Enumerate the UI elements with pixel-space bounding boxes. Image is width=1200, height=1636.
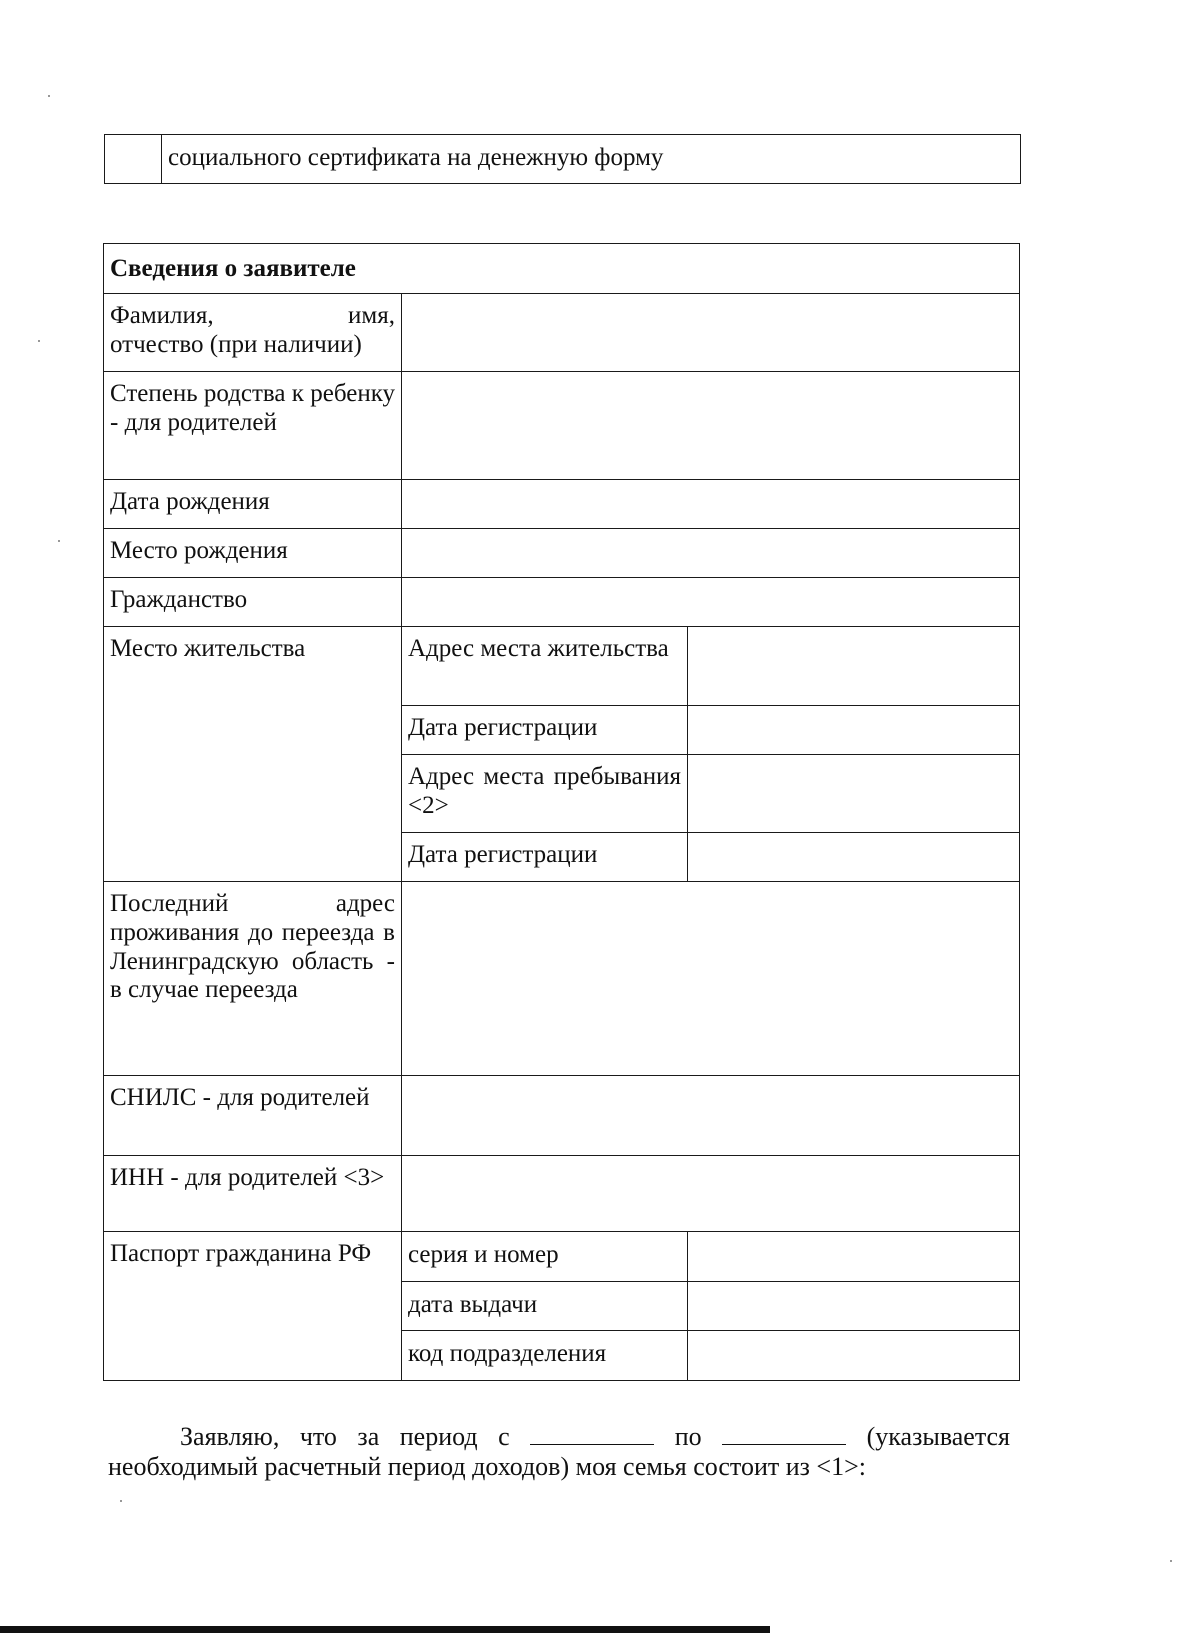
last-address-field[interactable]: [402, 882, 1020, 1076]
scan-speck: [58, 540, 60, 542]
snils-field[interactable]: [402, 1076, 1020, 1156]
full-name-label-line1: Фамилия, имя,: [110, 302, 395, 329]
birth-place-row: [104, 529, 1020, 578]
option-text-cell: [162, 135, 1021, 184]
full-name-label: [104, 294, 401, 366]
birth-date-row: [104, 480, 1020, 529]
snils-row: [104, 1076, 1020, 1156]
citizenship-field[interactable]: [402, 578, 1020, 627]
residence-reg-date-label: Дата регистрации: [408, 714, 598, 741]
full-name-field[interactable]: [402, 294, 1020, 372]
passport-issue-date-field[interactable]: [688, 1282, 1020, 1331]
passport-series-row: [104, 1232, 1020, 1282]
last-address-label: Последний адрес проживания до переезда в Ленинградскую область - в случае переезда: [110, 890, 395, 1004]
scan-bottom-edge: [0, 1626, 770, 1633]
statement-part1: Заявляю, что за период с: [180, 1422, 510, 1451]
relation-row: [104, 372, 1020, 480]
scan-speck: [48, 95, 50, 97]
relation-label: Степень родства к ребенку - для родителей: [110, 380, 395, 436]
last-address-row: [104, 882, 1020, 1076]
top-table: [104, 134, 1021, 184]
birth-date-field[interactable]: [402, 480, 1020, 529]
passport-label: Паспорт гражданина РФ: [110, 1240, 372, 1267]
applicant-table: [103, 243, 1020, 1381]
full-name-row: [104, 294, 1020, 372]
full-name-label-line2: отчество (при наличии): [110, 330, 362, 358]
statement-part3: (указывается: [866, 1422, 1011, 1451]
inn-field[interactable]: [402, 1156, 1020, 1232]
applicant-heading-row: [104, 244, 1020, 294]
passport-division-code-field[interactable]: [688, 1331, 1020, 1381]
residence-address-row: [104, 627, 1020, 706]
stay-address-field[interactable]: [688, 755, 1020, 833]
inn-row: [104, 1156, 1020, 1232]
birth-place-field[interactable]: [402, 529, 1020, 578]
period-start-blank[interactable]: [530, 1422, 654, 1445]
passport-series-label: серия и номер: [408, 1241, 559, 1269]
scan-speck: [120, 1500, 122, 1502]
residence-address-field[interactable]: [688, 627, 1020, 706]
section-heading: Сведения о заявителе: [110, 255, 356, 283]
citizenship-row: [104, 578, 1020, 627]
period-end-blank[interactable]: [722, 1422, 846, 1445]
statement-line-1: [108, 1422, 1010, 1452]
statement-paragraph: [108, 1422, 1010, 1482]
option-text: социального сертификата на денежную форму: [168, 143, 664, 171]
scan-speck: [1170, 1560, 1172, 1562]
scan-speck: [38, 340, 40, 342]
statement-line-2: необходимый расчетный период доходов) моя семья состоит из <1>:: [108, 1451, 866, 1481]
residence-address-label: Адрес места жительства: [408, 635, 669, 662]
checkbox-cell[interactable]: [105, 135, 162, 184]
inn-label: ИНН - для родителей <3>: [110, 1164, 385, 1191]
relation-field[interactable]: [402, 372, 1020, 480]
passport-division-code-label: код подразделения: [408, 1340, 607, 1368]
citizenship-label: Гражданство: [110, 586, 248, 613]
passport-series-field[interactable]: [688, 1232, 1020, 1282]
passport-issue-date-label: дата выдачи: [408, 1290, 538, 1318]
residence-label: Место жительства: [110, 635, 306, 662]
stay-reg-date-field[interactable]: [688, 833, 1020, 882]
snils-label: СНИЛС - для родителей: [110, 1084, 370, 1111]
stay-reg-date-label: Дата регистрации: [408, 841, 598, 868]
top-table-row: [105, 135, 1021, 184]
statement-part2: по: [674, 1422, 702, 1451]
birth-date-label: Дата рождения: [110, 488, 270, 515]
residence-reg-date-field[interactable]: [688, 706, 1020, 755]
stay-address-label: Адрес места пребывания <2>: [408, 763, 681, 819]
birth-place-label: Место рождения: [110, 537, 288, 564]
